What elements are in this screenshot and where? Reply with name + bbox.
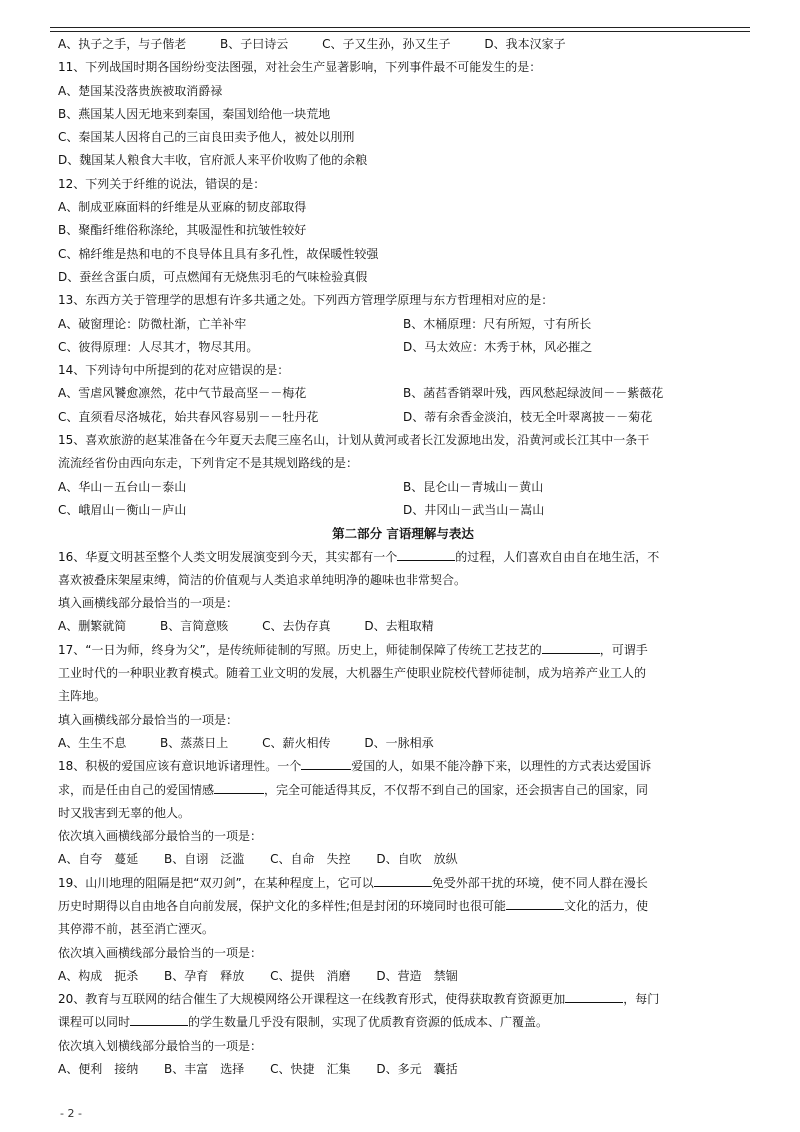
q12-stem: 12、下列关于纤维的说法，错误的是： <box>58 176 266 191</box>
q16-blank <box>397 550 455 561</box>
q18-option-b: B、自诩 泛滥 <box>164 852 245 867</box>
q20-option-a: A、便利 接纳 <box>58 1062 139 1077</box>
q14-options-row-2 <box>58 410 748 425</box>
q14-option-d: D、蒂有余香金淡泊，枝无全叶翠离披－－菊花 <box>403 409 653 424</box>
q20-option-c: C、快捷 汇集 <box>270 1062 351 1077</box>
q16-option-d: D、去粗取精 <box>364 619 434 634</box>
q20-text-d: 的学生数量几乎没有限制，实现了优质教育资源的低成本、广覆盖。 <box>188 1015 549 1030</box>
q14-option-a: A、雪虐风饕愈凛然，花中气节最高坚－－梅花 <box>58 386 307 401</box>
q14-stem: 14、下列诗句中所提到的花对应错误的是： <box>58 363 290 378</box>
q19-text-c: 历史时期得以自由地各自向前发展，保护文化的多样性;但是封闭的环境同时也很可能 <box>58 898 507 913</box>
q18-text-d: ，完全可能适得其反，不仅帮不到自己的国家，还会损害自己的国家，同 <box>264 782 649 797</box>
q17-options <box>58 736 748 751</box>
q10-option-a: A、执子之手，与子偕老 <box>58 37 187 51</box>
q18-blank-1 <box>301 759 351 770</box>
q11-option-d: D、魏国某人粮食大丰收，官府派人来平价收购了他的余粮 <box>58 153 368 168</box>
q15-stem-line-1: 15、喜欢旅游的赵某准备在今年夏天去爬三座名山，计划从黄河或者长江发源地出发，沿黄河或长江其中一条干 <box>58 433 650 448</box>
q19-prompt: 依次填入画横线部分最恰当的一项是： <box>58 945 263 960</box>
q19-option-a: A、构成 扼杀 <box>58 968 139 983</box>
q20-prompt: 依次填入划横线部分最恰当的一项是： <box>58 1038 263 1053</box>
q14-option-c: C、直须看尽洛城花，始共春风容易别－－牡丹花 <box>58 409 319 424</box>
q17-blank <box>542 643 600 654</box>
q15-option-d: D、井冈山－武当山－嵩山 <box>403 502 545 517</box>
q16-options <box>58 619 748 634</box>
q13-options-row-2 <box>58 340 748 355</box>
section-2-title: 第二部分 言语理解与表达 <box>332 526 474 542</box>
q18-line-1 <box>58 759 748 774</box>
q15-option-c: C、峨眉山－衡山－庐山 <box>58 502 187 517</box>
q18-option-c: C、自命 失控 <box>270 852 351 867</box>
q18-options <box>58 852 748 867</box>
q14-options-row-1 <box>58 386 748 401</box>
q18-text-a: 18、积极的爱国应该有意识地诉诸理性。一个 <box>58 759 302 774</box>
q20-option-d: D、多元 囊括 <box>376 1062 458 1077</box>
q10-option-d: D、我本汉家子 <box>484 37 566 51</box>
q10-option-b: B、子曰诗云 <box>220 37 289 51</box>
q19-line-1 <box>58 876 748 891</box>
q16-line-1 <box>58 550 748 565</box>
q19-blank-2 <box>506 899 564 910</box>
q12-option-c: C、棉纤维是热和电的不良导体且具有多孔性，故保暖性较强 <box>58 246 379 261</box>
q18-blank-2 <box>214 783 264 794</box>
q20-text-c: 课程可以同时 <box>58 1015 131 1030</box>
q18-prompt: 依次填入画横线部分最恰当的一项是： <box>58 829 263 844</box>
q13-option-c: C、彼得原理：人尽其才，物尽其用。 <box>58 339 259 354</box>
q11-stem: 11、下列战国时期各国纷纷变法图强，对社会生产显著影响，下列事件最不可能发生的是： <box>58 60 542 75</box>
q16-option-b: B、言简意赅 <box>160 619 229 634</box>
q17-line-2: 工业时代的一种职业教育模式。随着工业文明的发展，大机器生产使职业院校代替师徒制，成为培养产业工人的 <box>58 666 647 681</box>
q19-option-d: D、营造 禁锢 <box>376 968 458 983</box>
q11-option-c: C、秦国某人因将自己的三亩良田卖予他人，被处以刖刑 <box>58 130 355 145</box>
q15-option-b: B、昆仑山－青城山－黄山 <box>403 479 544 494</box>
q19-line-3: 其停滞不前，甚至消亡湮灭。 <box>58 922 215 937</box>
q19-text-a: 19、山川地理的阻隔是把“双刃剑”，在某种程度上，它可以 <box>58 875 374 890</box>
q16-prompt: 填入画横线部分最恰当的一项是： <box>58 596 239 611</box>
q16-line-2: 喜欢被叠床架屋束缚，简洁的价值观与人类追求单纯明净的趣味也非常契合。 <box>58 572 467 587</box>
q20-blank-1 <box>565 992 623 1003</box>
q20-blank-2 <box>130 1015 188 1026</box>
q13-option-b: B、木桶原理：尺有所短，寸有所长 <box>403 316 592 331</box>
q12-option-a: A、制成亚麻面料的纤维是从亚麻的韧皮部取得 <box>58 200 307 215</box>
q20-text-b: ，每门 <box>623 992 660 1007</box>
q17-text-a: 17、“一日为师，终身为父”，是传统师徒制的写照。历史上，师徒制保障了传统工艺技艺的 <box>58 642 542 657</box>
q19-line-2 <box>58 899 748 914</box>
q16-option-c: C、去伪存真 <box>262 619 331 634</box>
q20-options <box>58 1062 748 1077</box>
q15-options-row-1 <box>58 480 748 495</box>
q19-options <box>58 969 748 984</box>
q11-option-b: B、燕国某人因无地来到秦国，秦国划给他一块荒地 <box>58 106 331 121</box>
q13-options-row-1 <box>58 317 748 332</box>
q19-option-b: B、孕育 释放 <box>164 968 245 983</box>
q14-option-b: B、菡萏香销翠叶残，西风愁起绿波间－－紫薇花 <box>403 386 664 401</box>
q20-option-b: B、丰富 选择 <box>164 1062 245 1077</box>
q17-line-1 <box>58 643 748 658</box>
q13-option-a: A、破窗理论：防微杜渐，亡羊补牢 <box>58 316 247 331</box>
q18-option-d: D、自吹 放纵 <box>376 852 458 867</box>
q17-option-d: D、一脉相承 <box>364 735 434 750</box>
q16-text-b: 的过程，人们喜欢自由自在地生活，不 <box>455 549 660 564</box>
q18-line-2 <box>58 783 748 798</box>
q16-text-a: 16、华夏文明甚至整个人类文明发展演变到今天，其实都有一个 <box>58 549 398 564</box>
q19-text-d: 文化的活力，使 <box>564 898 649 913</box>
q20-text-a: 20、教育与互联网的结合催生了大规模网络公开课程这一在线教育形式，使得获取教育资源更加 <box>58 992 566 1007</box>
q15-option-a: A、华山－五台山－泰山 <box>58 479 187 494</box>
q18-text-c: 求，而是任由自己的爱国情感 <box>58 782 215 797</box>
q17-prompt: 填入画横线部分最恰当的一项是： <box>58 712 239 727</box>
q16-option-a: A、删繁就简 <box>58 619 127 634</box>
q17-line-3: 主阵地。 <box>58 689 107 704</box>
q13-stem: 13、东西方关于管理学的思想有许多共通之处。下列西方管理学原理与东方哲理相对应的是： <box>58 293 554 308</box>
q19-blank-1 <box>374 876 432 887</box>
q13-option-d: D、马太效应：木秀于林，风必摧之 <box>403 339 593 354</box>
q17-option-b: B、蒸蒸日上 <box>160 735 229 750</box>
q12-option-b: B、聚酯纤维俗称涤纶，其吸湿性和抗皱性较好 <box>58 223 307 238</box>
q17-text-b: ，可谓手 <box>599 642 648 657</box>
q12-option-d: D、蚕丝含蛋白质，可点燃闻有无烧焦羽毛的气味检验真假 <box>58 269 368 284</box>
q11-option-a: A、楚国某没落贵族被取消爵禄 <box>58 83 223 98</box>
q10-option-c: C、子又生孙，孙又生子 <box>322 37 451 51</box>
q20-line-2 <box>58 1015 748 1030</box>
q20-line-1 <box>58 992 748 1007</box>
q15-options-row-2 <box>58 503 748 518</box>
exam-page-content <box>58 37 748 1085</box>
q10-options <box>58 37 748 52</box>
q19-text-b: 免受外部干扰的环境，使不同人群在漫长 <box>431 875 648 890</box>
q18-option-a: A、自夸 蔓延 <box>58 852 139 867</box>
page-number: - 2 - <box>60 1107 82 1120</box>
header-rule-inner <box>50 31 750 32</box>
q17-option-a: A、生生不息 <box>58 735 127 750</box>
q18-line-3: 时又戕害到无辜的他人。 <box>58 805 191 820</box>
header-rule <box>50 27 750 28</box>
q15-stem-line-2: 流流经省份由西向东走，下列肯定不是其规划路线的是： <box>58 456 359 471</box>
q19-option-c: C、提供 消磨 <box>270 968 351 983</box>
q18-text-b: 爱国的人，如果不能冷静下来，以理性的方式表达爱国诉 <box>351 759 652 774</box>
q17-option-c: C、薪火相传 <box>262 735 331 750</box>
